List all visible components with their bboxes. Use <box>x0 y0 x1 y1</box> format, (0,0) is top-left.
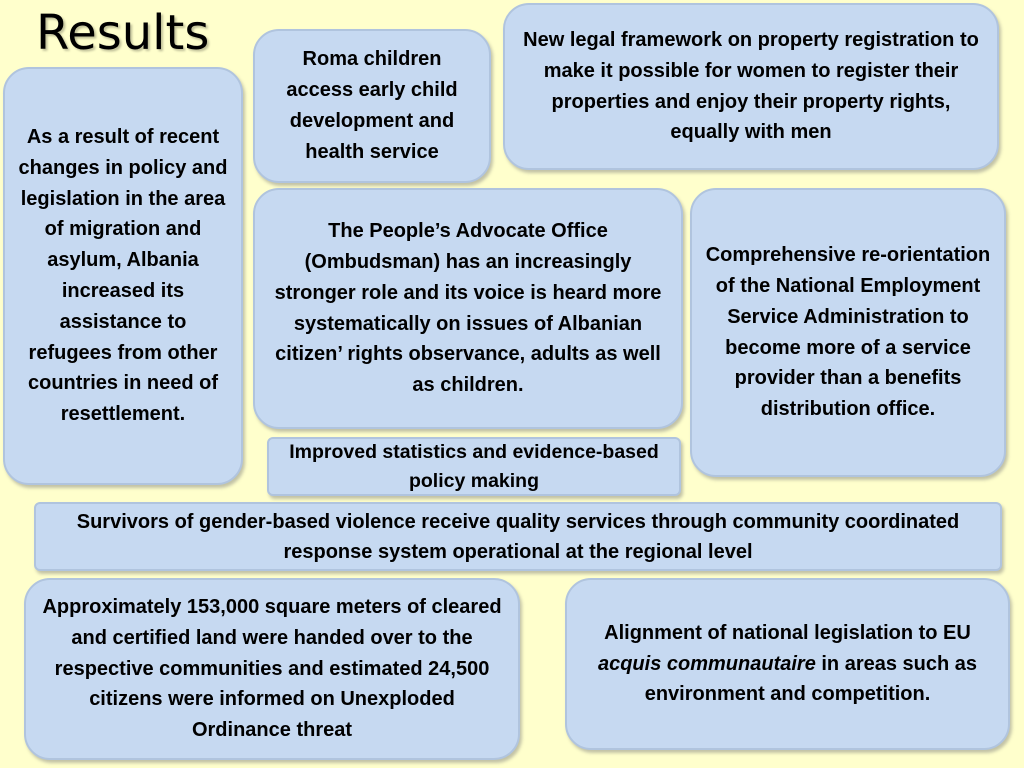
eu-text-after: in areas such as environment and competition. <box>644 652 978 706</box>
result-box-roma-children <box>253 29 491 183</box>
result-text-eu-alignment <box>579 618 996 710</box>
result-text-roma-children: Roma children access early child development and health service <box>286 48 458 163</box>
result-box-employment-service <box>690 188 1006 477</box>
result-box-statistics <box>267 437 681 496</box>
eu-text-acquis: acquis communautaire <box>597 652 816 675</box>
result-box-property-registration <box>503 3 999 170</box>
result-text-statistics: Improved statistics and evidence-based policy making <box>289 440 659 492</box>
result-text-migration: As a result of recent changes in policy and legislation in the area of migration and asylum, Albania increased its assistance to refugees from other countries in need of resettlement. <box>18 126 228 426</box>
result-box-migration <box>3 67 243 485</box>
result-box-eu-alignment <box>565 578 1010 750</box>
result-text-cleared-land: Approximately 153,000 square meters of cleared and certified land were handed over to the respective communities and estimated 24,500 citizens were informed on Unexploded Ordinance threat <box>42 596 502 742</box>
result-text-gender-based-violence: Survivors of gender-based violence receive quality services through community coordinated response system operational at the regional level <box>76 510 960 563</box>
eu-text-before: Alignment of national legislation to EU <box>604 621 971 644</box>
result-text-employment-service: Comprehensive re-orientation of the National Employment Service Administration to become more of a service provider than a benefits distribution office. <box>705 244 991 421</box>
result-text-property-registration: New legal framework on property registration to make it possible for women to register their properties and enjoy their property rights, equally with men <box>523 28 979 144</box>
result-box-ombudsman <box>253 188 683 429</box>
result-box-cleared-land <box>24 578 520 760</box>
result-text-ombudsman: The People’s Advocate Office (Ombudsman) has an increasingly stronger role and its voice is heard more systematically on issues of Albanian citizen’ rights observance, adults as well as children. <box>274 220 662 397</box>
slide-title: Results <box>36 5 210 61</box>
result-box-gender-based-violence <box>34 502 1002 571</box>
